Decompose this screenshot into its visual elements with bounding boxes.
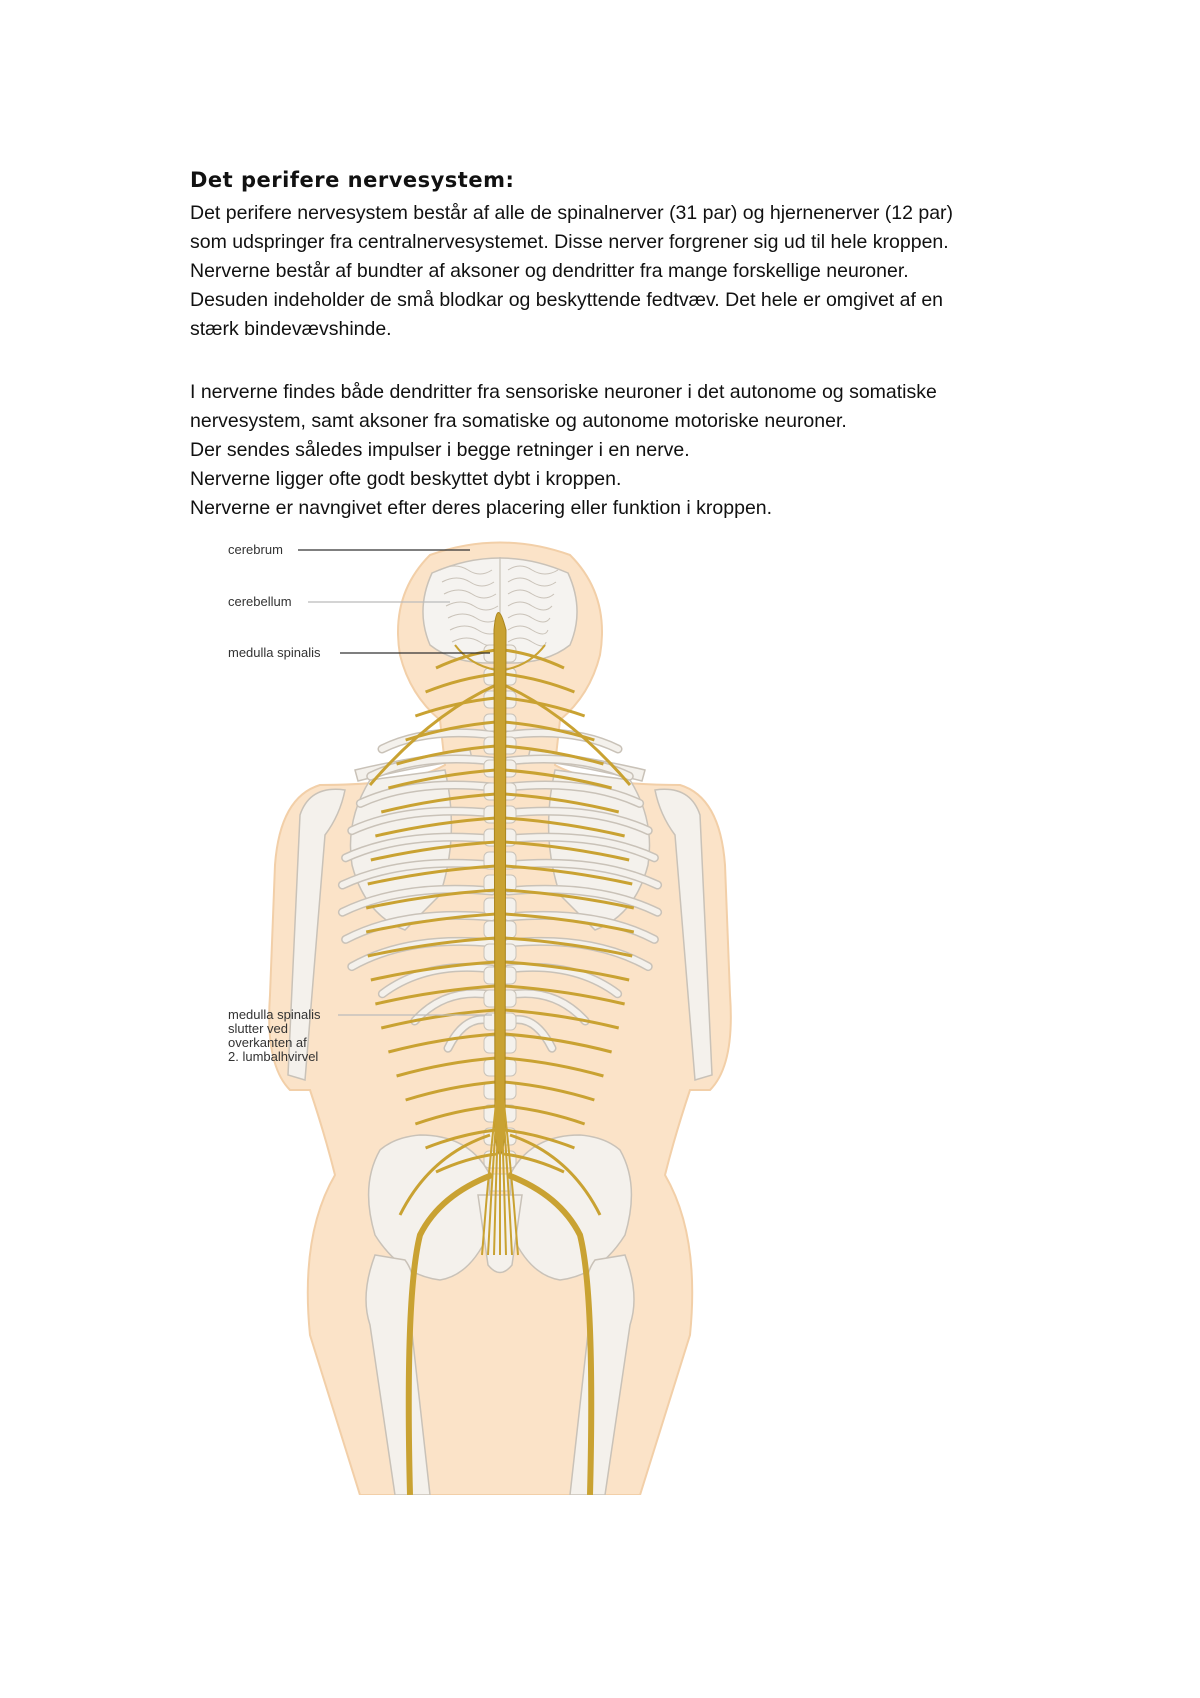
- anatomy-drawing: [0, 535, 1200, 1495]
- text-line: som udspringer fra centralnervesystemet. Disse nerver forgrener sig ud til hele kroppen.: [190, 231, 949, 253]
- text-line: Desuden indeholder de små blodkar og beskyttende fedtvæv. Det hele er omgivet af en: [190, 289, 944, 311]
- paragraph-details: [190, 378, 1110, 523]
- label-medulla-end: [228, 1008, 321, 1064]
- label-cerebellum: cerebellum: [228, 594, 292, 609]
- paragraph-intro: [190, 199, 1110, 344]
- page-heading: Det perifere nervesystem:: [190, 168, 515, 192]
- text-line: Det perifere nervesystem består af alle de spinalnerver (31 par) og hjernenerver (12 par): [190, 202, 954, 224]
- text-line: I nerverne findes både dendritter fra sensoriske neuroner i det autonome og somatiske: [190, 381, 937, 403]
- text-line: nervesystem, samt aksoner fra somatiske og autonome motoriske neuroner.: [190, 410, 847, 432]
- text-line: Nerverne er navngivet efter deres placering eller funktion i kroppen.: [190, 497, 773, 519]
- label-line-1: medulla spinalis: [228, 1007, 321, 1022]
- label-line-3: overkanten af: [228, 1035, 307, 1050]
- text-line: Der sendes således impulser i begge retninger i en nerve.: [190, 439, 690, 461]
- text-line: Nerverne ligger ofte godt beskyttet dybt i kroppen.: [190, 468, 622, 490]
- label-medulla-spinalis: medulla spinalis: [228, 645, 321, 660]
- label-line-2: slutter ved: [228, 1021, 288, 1036]
- spinal-cord: [494, 613, 506, 1156]
- nervous-system-illustration: [0, 535, 1200, 1495]
- label-line-4: 2. lumbalhvirvel: [228, 1049, 319, 1064]
- label-cerebrum: cerebrum: [228, 542, 283, 557]
- text-line: stærk bindevævshinde.: [190, 318, 392, 340]
- text-line: Nerverne består af bundter af aksoner og dendritter fra mange forskellige neuroner.: [190, 260, 909, 282]
